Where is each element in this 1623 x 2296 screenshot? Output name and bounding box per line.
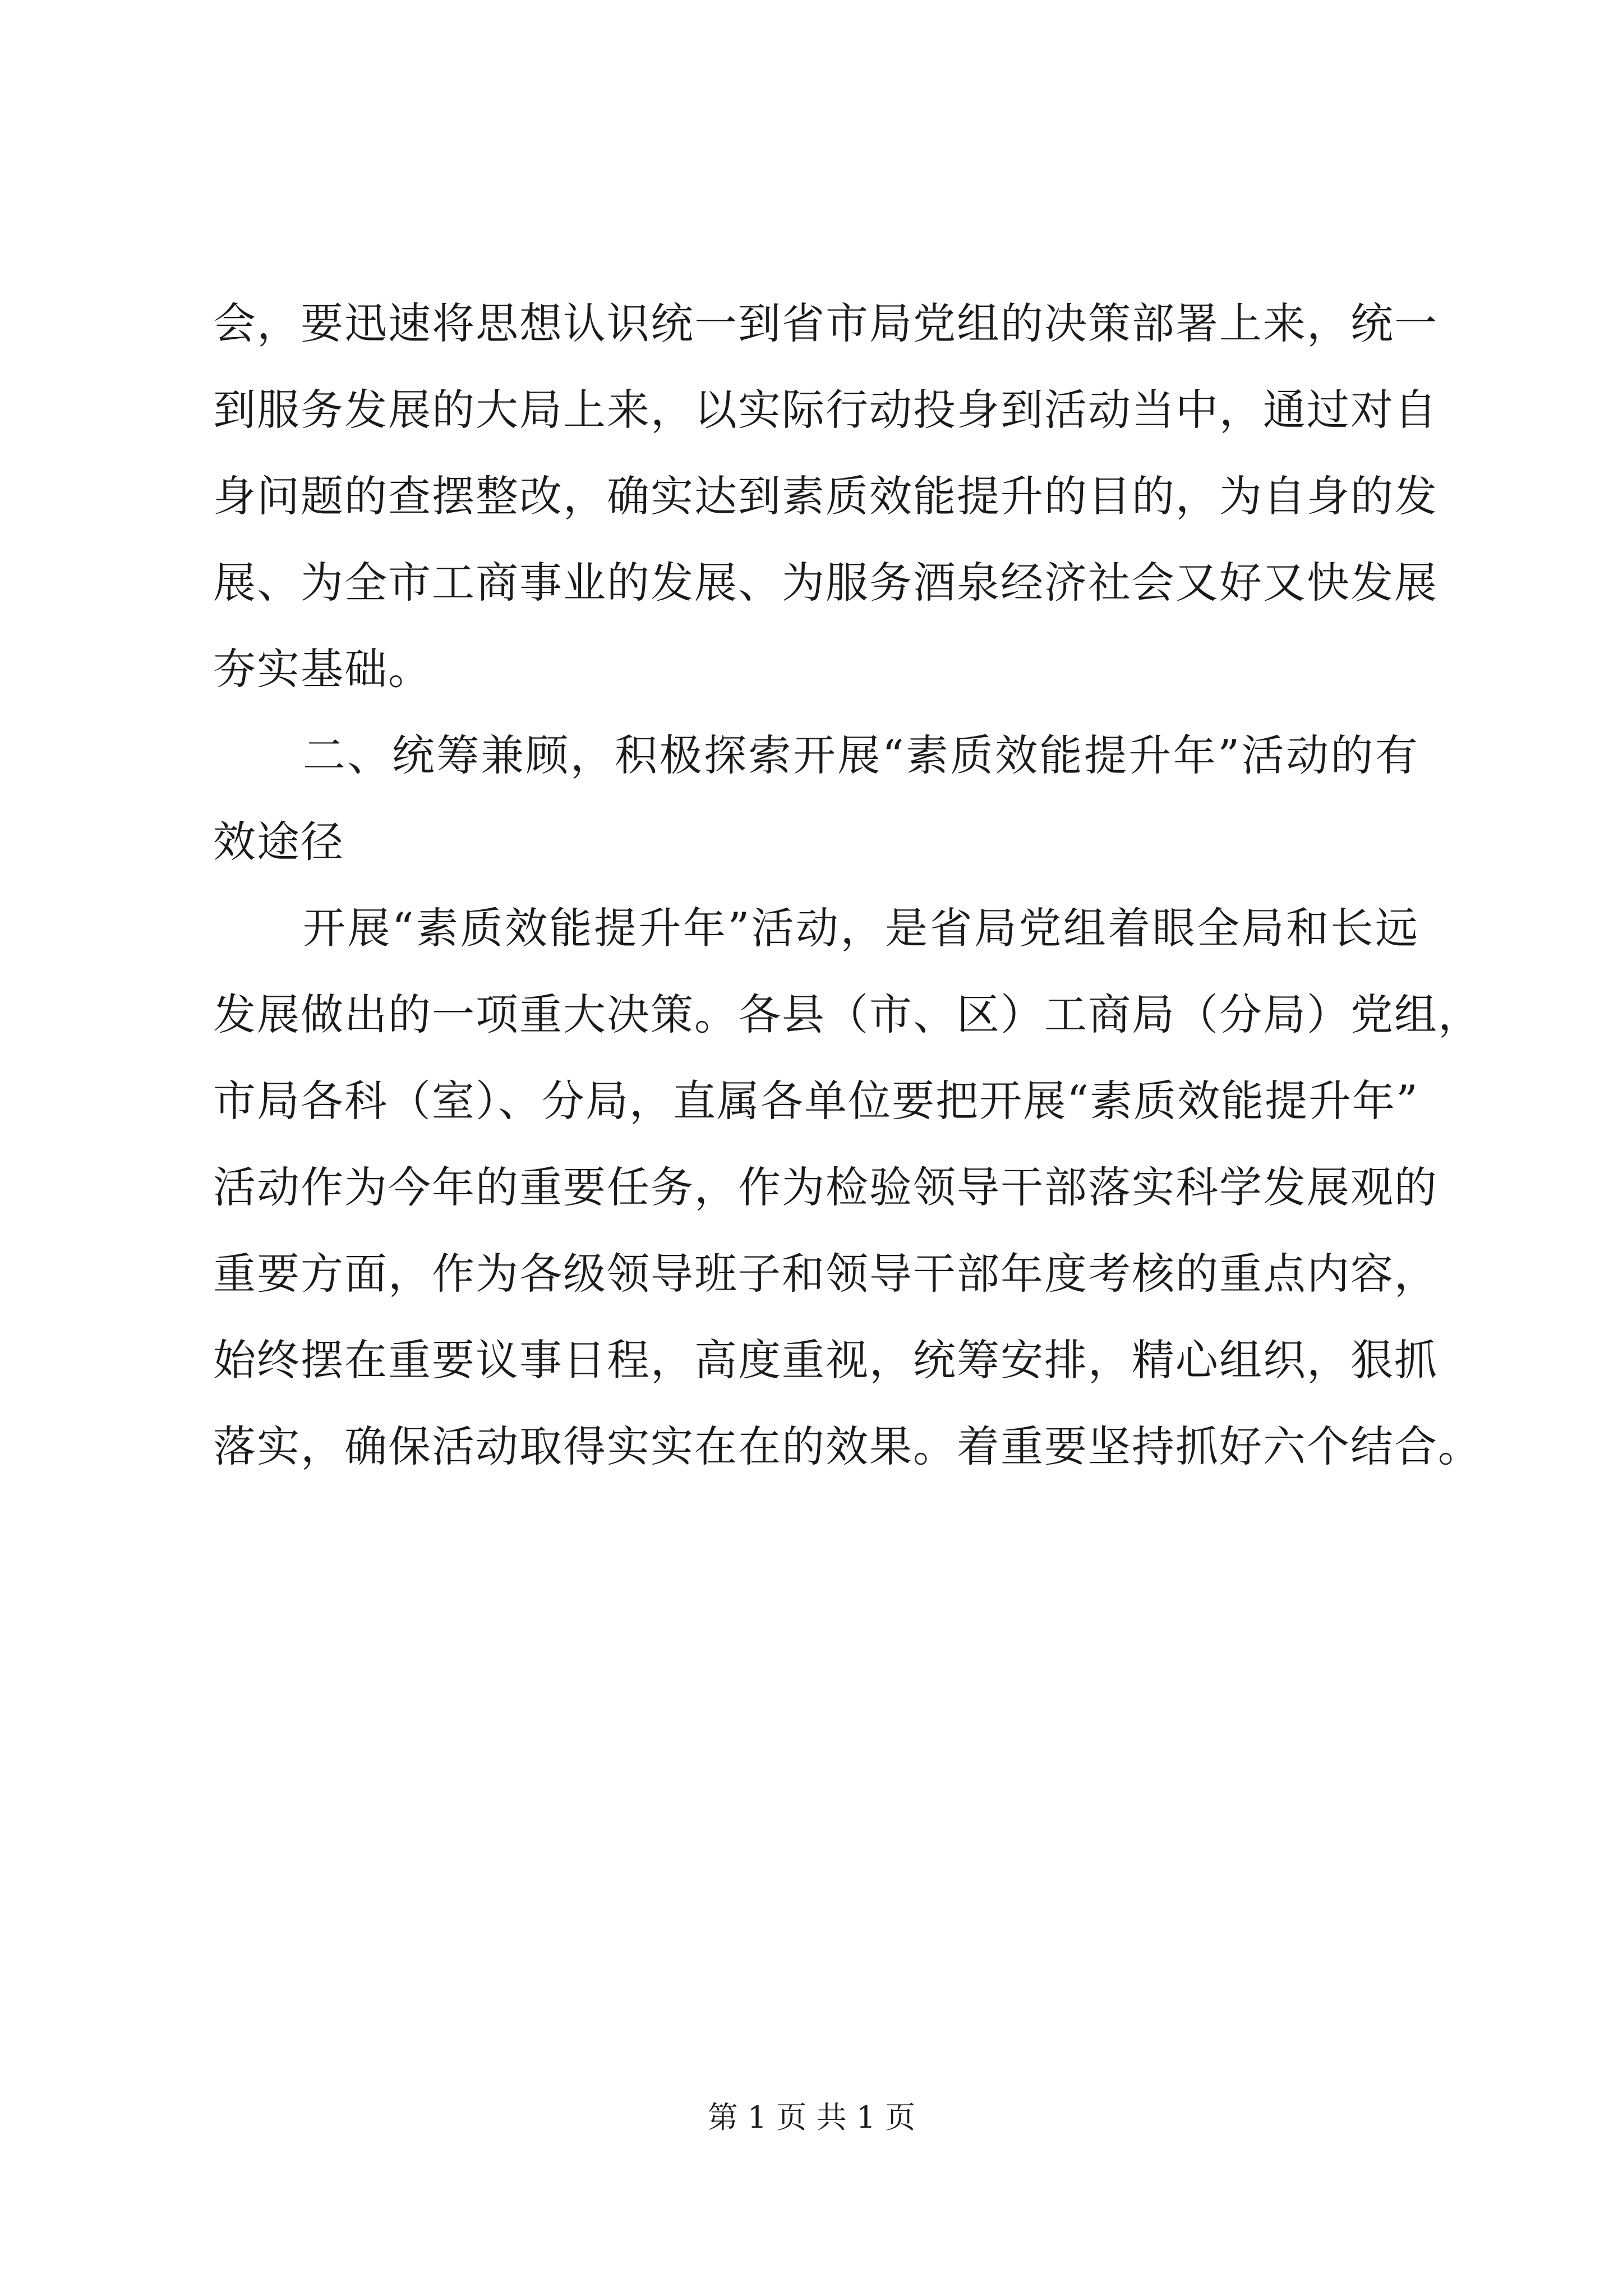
text-line: 重要方面，作为各级领导班子和领导干部年度考核的重点内容，	[213, 1249, 1438, 1299]
section-heading	[213, 712, 1419, 885]
text-line: 二、统筹兼顾，积极探索开展“素质效能提升年”活动的有	[303, 730, 1419, 780]
text-line: 始终摆在重要议事日程，高度重视，统筹安排，精心组织，狠抓	[213, 1335, 1438, 1385]
text-line: 活动作为今年的重要任务，作为检验领导干部落实科学发展观的	[213, 1162, 1438, 1212]
text-line: 身问题的查摆整改，确实达到素质效能提升的目的，为自身的发	[213, 471, 1438, 521]
paragraph-3	[213, 885, 1482, 1490]
text-line: 效途径	[213, 817, 344, 867]
text-line: 开展“素质效能提升年”活动，是省局党组着眼全局和长远	[303, 903, 1419, 953]
text-line: 夯实基础。	[213, 644, 432, 694]
text-line: 落实，确保活动取得实实在在的效果。着重要坚持抓好六个结合。	[213, 1421, 1482, 1471]
text-line: 市局各科（室）、分局，直属各单位要把开展“素质效能提升年”	[213, 1076, 1419, 1126]
page-number-footer: 第 1 页 共 1 页	[707, 2100, 916, 2135]
text-line: 会，要迅速将思想认识统一到省市局党组的决策部署上来，统一	[213, 298, 1438, 348]
text-line: 展、为全市工商事业的发展、为服务酒泉经济社会又好又快发展	[213, 558, 1438, 608]
text-line: 发展做出的一项重大决策。各县（市、区）工商局（分局）党组，	[213, 990, 1482, 1039]
paragraph-1	[213, 280, 1438, 712]
document-body	[213, 280, 1482, 1490]
text-line: 到服务发展的大局上来，以实际行动投身到活动当中，通过对自	[213, 385, 1438, 435]
